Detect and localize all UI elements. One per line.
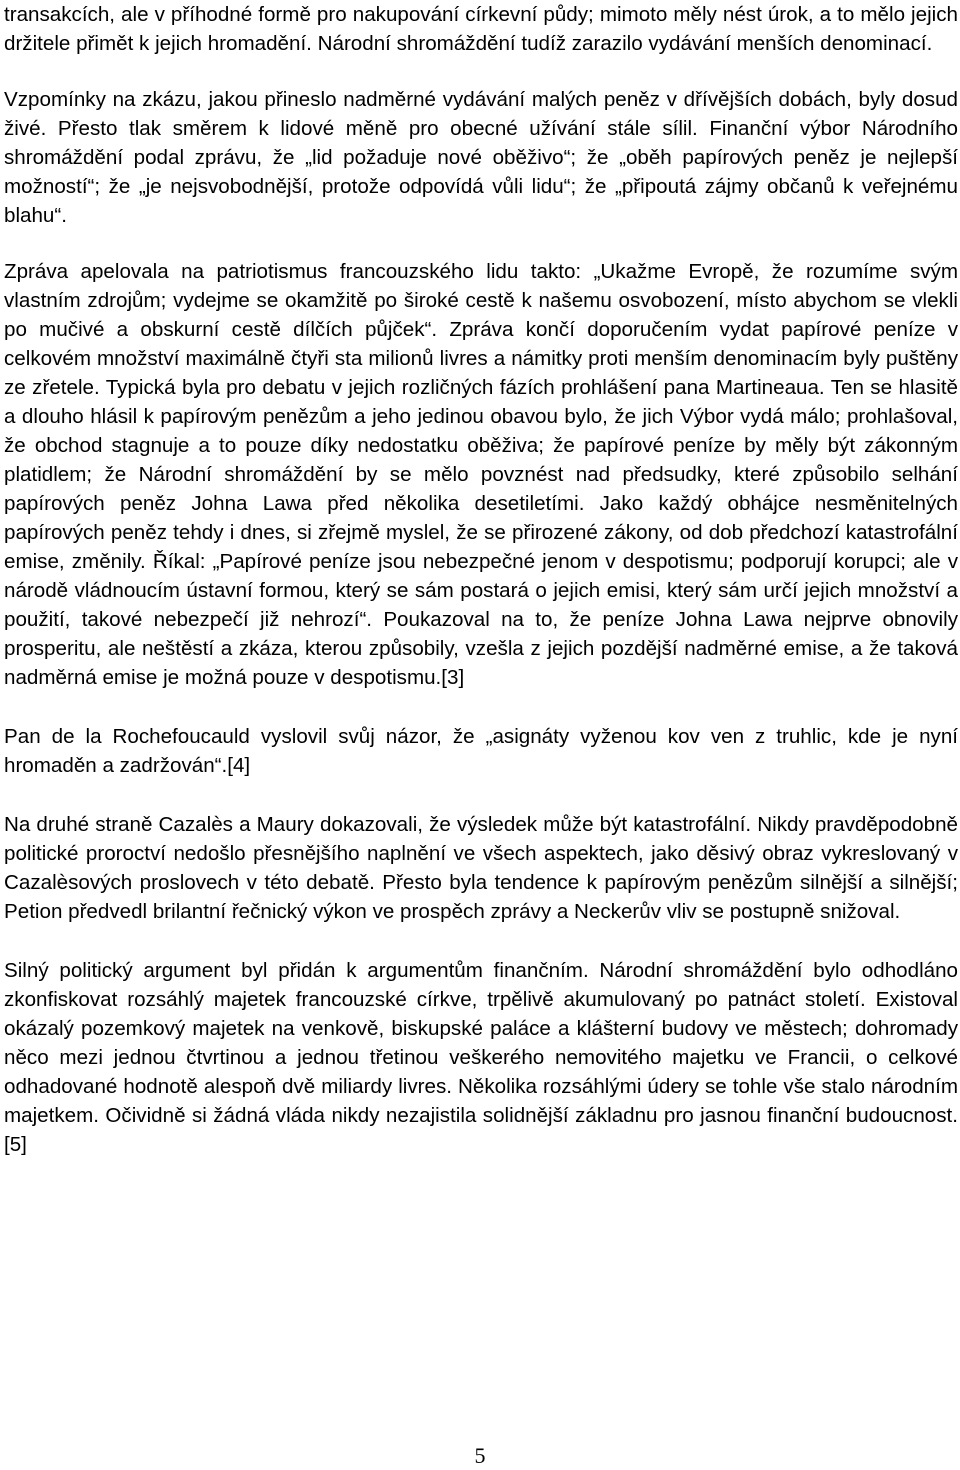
paragraph-3: Zpráva apelovala na patriotismus francouzského lidu takto: „Ukažme Evropě, že rozumíme svým vlastním zdrojům; vydejme se okamžitě po široké cestě k našemu osvobození, místo abychom se vlekli po mučivé a obskurní cestě dílčích půjček“. Zpráva končí doporučením vydat papírové peníze v celkovém množství maximálně čtyři sta milionů livres a námitky proti menším denominacím byly puštěny ze zřetele. Typická byla pro debatu v jejich rozličných fázích prohlášení pana Martineaua. Ten se hlasitě a dlouho hlásil k papírovým penězům a jeho jedinou obavou bylo, že jich Výbor vydá málo; prohlašoval, že obchod stagnuje a to pouze díky nedostatku oběživa; že papírové peníze by měly být zákonným platidlem; že Národní shromáždění by se mělo povznést nad předsudky, které způsobilo selhání papírových peněz Johna Lawa před několika desetiletími. Jako každý obhájce nesměnitelných papírových peněz tehdy i dnes, si zřejmě myslel, že se přirozené zákony, od dob předchozí katastrofální emise, změnily. Říkal: „Papírové peníze jsou nebezpečné jenom v despotismu; podporují korupci; ale v národě vládnoucím ústavní formou, který se sám postará o jejich emisi, který sám určí jejich množství a použití, takové nebezpečí již nehrozí“. Poukazoval na to, že peníze Johna Lawa nejprve obnovily prosperitu, ale neštěstí a zkáza, kterou způsobily, vzešla z jejich pozdější nadměrné emise, a že taková nadměrná emise je možná pouze v despotismu.[3] xyxy=(4,260,958,689)
paragraph-4: Pan de la Rochefoucauld vyslovil svůj názor, že „asignáty vyženou kov ven z truhlic, kde je nyní hromaděn a zadržován“.[4] xyxy=(4,725,958,777)
paragraph-2: Vzpomínky na zkázu, jakou přineslo nadměrné vydávání malých peněz v dřívějších dobách, byly dosud živé. Přesto tlak směrem k lidové měně pro obecné užívání stále sílil. Finanční výbor Národního shromáždění podal zprávu, že „lid požaduje nové oběživo“; že „oběh papírových peněz je nejlepší možností“; že „je nejsvobodnější, protože odpovídá vůli lidu“; že „připoutá zájmy občanů k veřejnému blahu“. xyxy=(4,88,958,227)
document-page xyxy=(4,0,958,1159)
paragraph-gap xyxy=(4,230,958,257)
paragraph-1: transakcích, ale v příhodné formě pro nakupování církevní půdy; mimoto měly nést úrok, a to mělo jejich držitele přimět k jejich hromadění. Národní shromáždění tudíž zarazilo vydávání menších denominací. xyxy=(4,3,958,55)
page-number: 5 xyxy=(474,1443,486,1468)
paragraph-gap xyxy=(4,58,958,85)
paragraph-gap xyxy=(4,780,958,810)
paragraph-gap xyxy=(4,692,958,722)
paragraph-5: Na druhé straně Cazalès a Maury dokazovali, že výsledek může být katastrofální. Nikdy pravděpodobně politické proroctví nedošlo přesnějšího naplnění ve všech aspektech, jako děsivý obraz vykreslovaný v Cazalèsových proslovech v této debatě. Přesto byla tendence k papírovým penězům silnější a silnější; Petion předvedl brilantní řečnický výkon ve prospěch zprávy a Neckerův vliv se postupně snižoval. xyxy=(4,813,958,923)
paragraph-6: Silný politický argument byl přidán k argumentům finančním. Národní shromáždění bylo odhodláno zkonfiskovat rozsáhlý majetek francouzské církve, trpělivě akumulovaný po patnáct století. Existoval okázalý pozemkový majetek na venkově, biskupské paláce a klášterní budovy ve městech; dohromady něco mezi jednou čtvrtinou a jednou třetinou veškerého nemovitého majetku ve Francii, o celkové odhadované hodnotě alespoň dvě miliardy livres. Několika rozsáhlými údery se tohle vše stalo národním majetkem. Očividně si žádná vláda nikdy nezajistila solidnější základnu pro jasnou finanční budoucnost.[5] xyxy=(4,959,958,1156)
paragraph-gap xyxy=(4,926,958,956)
